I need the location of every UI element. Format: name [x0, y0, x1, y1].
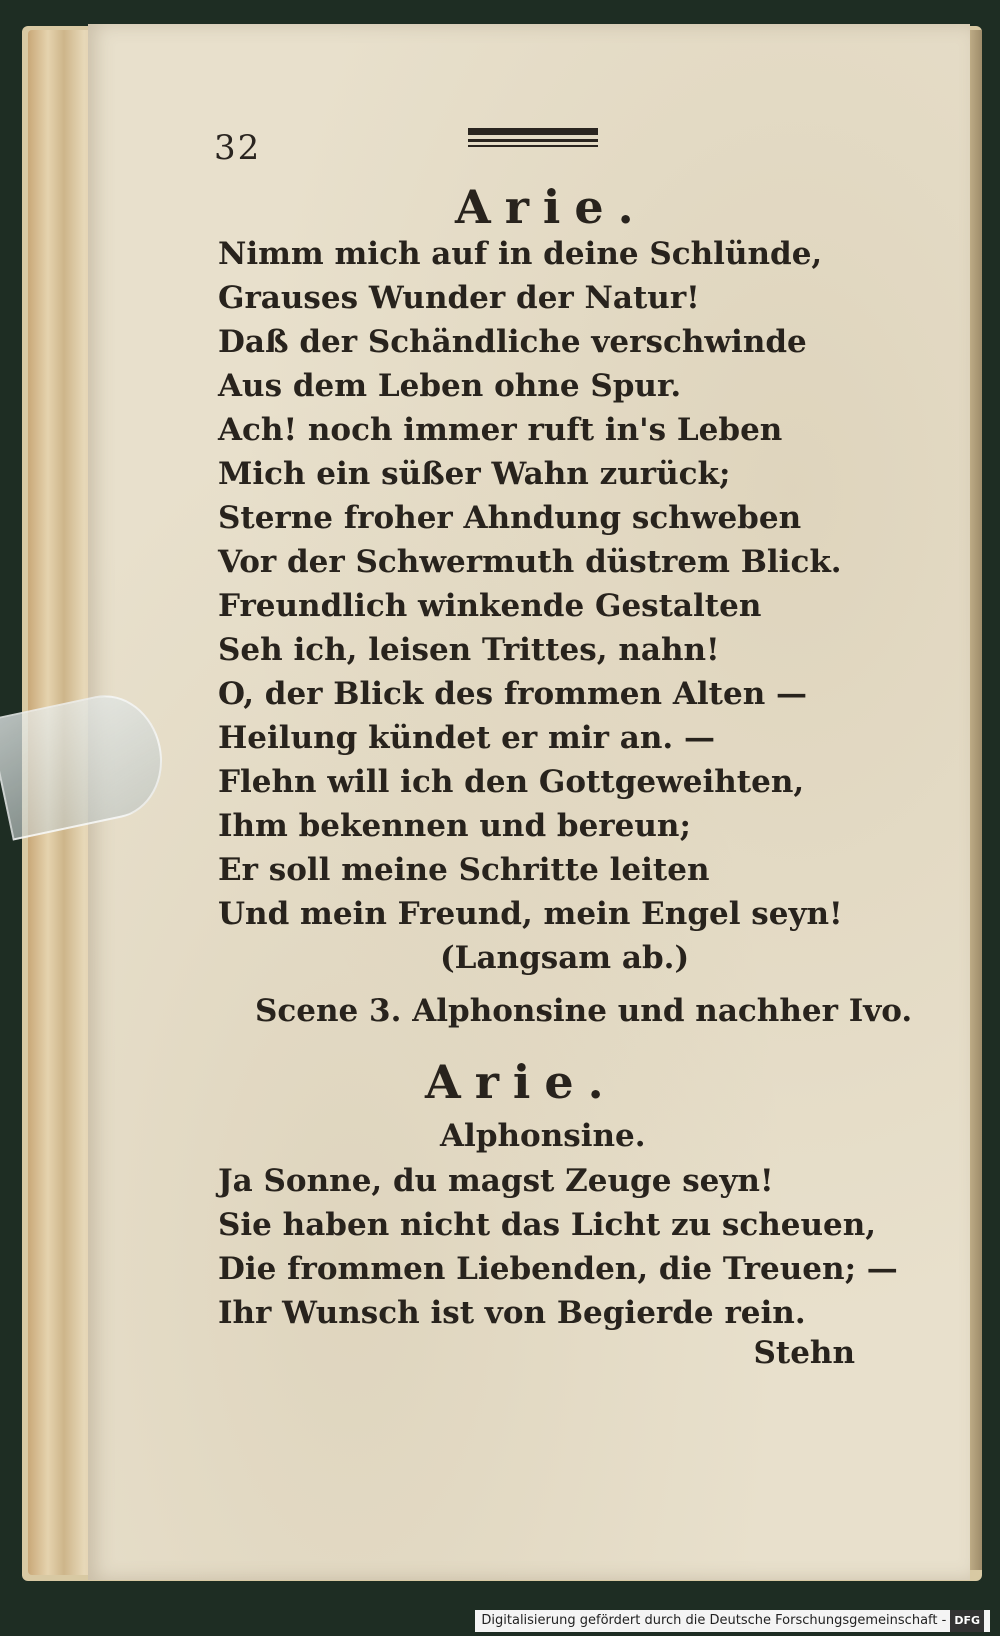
scene-heading: Scene 3. Alphonsine und nachher Ivo. [255, 993, 913, 1029]
verse-line: Ihm bekennen und bereun; [218, 808, 691, 844]
verse-line: Heilung kündet er mir an. — [218, 720, 715, 756]
verse-line: O, der Blick des frommen Alten — [218, 676, 808, 712]
verse-line: Seh ich, leisen Trittes, nahn! [218, 632, 720, 668]
aria-heading-2: Arie. [425, 1055, 618, 1109]
verse-line: Nimm mich auf in deine Schlünde, [218, 236, 823, 272]
verse-line: Grauses Wunder der Natur! [218, 280, 700, 316]
catchword: Stehn [753, 1335, 855, 1371]
header-ornament [468, 128, 598, 152]
credit-text: Digitalisierung gefördert durch die Deutsche Forschungsgemeinschaft - [481, 1613, 947, 1628]
page-number: 32 [214, 128, 262, 168]
verse-line: Daß der Schändliche verschwinde [218, 324, 807, 360]
verse-line: Und mein Freund, mein Engel seyn! [218, 896, 843, 932]
digitization-credit [475, 1610, 990, 1632]
verse-line: Mich ein süßer Wahn zurück; [218, 456, 731, 492]
verse-line: Freundlich winkende Gestalten [218, 588, 762, 624]
verse-line: Aus dem Leben ohne Spur. [218, 368, 682, 404]
dfg-logo: DFG [950, 1610, 984, 1632]
verse-line: Sterne froher Ahndung schweben [218, 500, 802, 536]
verse-line: Ja Sonne, du magst Zeuge seyn! [218, 1163, 774, 1199]
verse-line: Die frommen Liebenden, die Treuen; — [218, 1251, 898, 1287]
verse-line: Flehn will ich den Gottgeweihten, [218, 764, 805, 800]
speaker-name: Alphonsine. [440, 1118, 646, 1154]
verse-line: Er soll meine Schritte leiten [218, 852, 710, 888]
stage-direction: (Langsam ab.) [440, 940, 690, 976]
verse-line: Vor der Schwermuth düstrem Blick. [218, 544, 842, 580]
verse-line: Ihr Wunsch ist von Begierde rein. [218, 1295, 806, 1331]
verse-line: Ach! noch immer ruft in's Leben [218, 412, 783, 448]
verse-line: Sie haben nicht das Licht zu scheuen, [218, 1207, 877, 1243]
aria-heading-1: Arie. [455, 180, 648, 234]
